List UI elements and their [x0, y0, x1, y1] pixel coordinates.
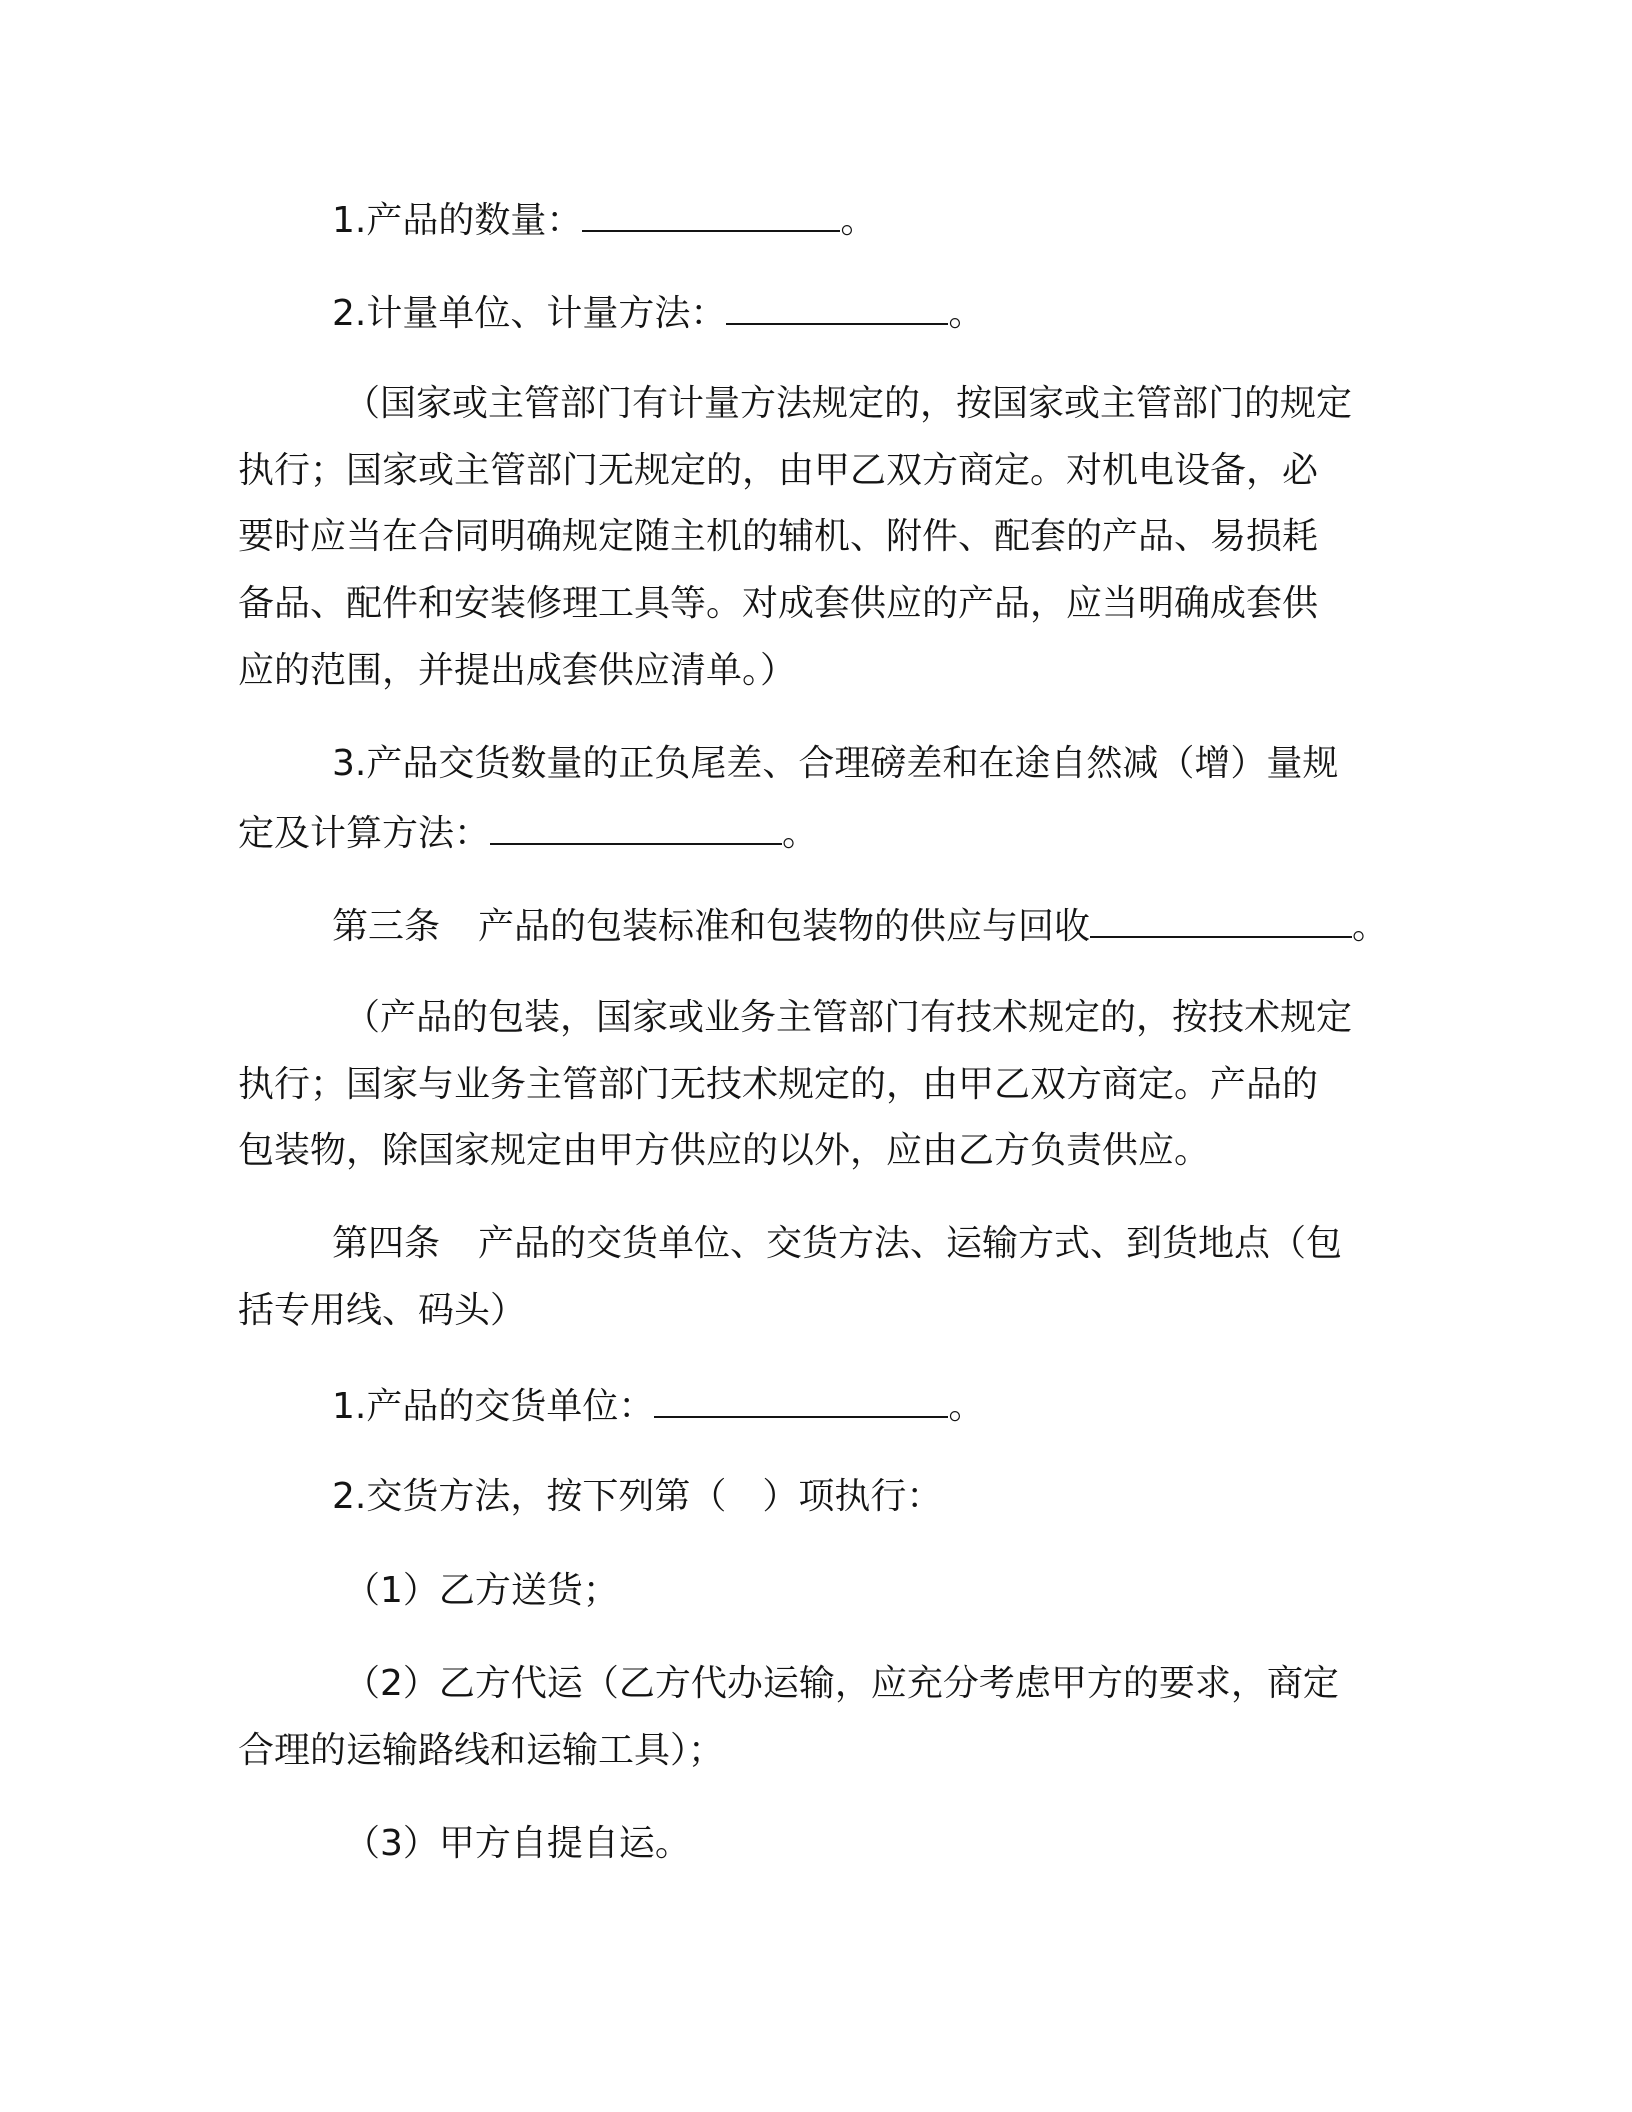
paragraph-line: 2.交货方法，按下列第（ ）项执行：: [332, 1476, 943, 1517]
paragraph-line: （国家或主管部门有计量方法规定的，按国家或主管部门的规定: [344, 383, 1353, 424]
paragraph-line: （产品的包装，国家或业务主管部门有技术规定的，按技术规定: [344, 997, 1353, 1038]
quantity-label: 1.产品的数量：: [332, 200, 583, 241]
measure-unit-label: 2.计量单位、计量方法：: [332, 293, 727, 334]
paragraph-line: 执行；国家或主管部门无规定的，由甲乙双方商定。对机电设备，必: [238, 450, 1319, 491]
paragraph-line: 括专用线、码头）: [238, 1290, 527, 1331]
list-item: （3）甲方自提自运。: [344, 1823, 691, 1864]
delivery-unit-line: [332, 1382, 984, 1429]
calculation-method-line: [238, 809, 818, 856]
article-title: 产品的包装标准和包装物的供应与回收: [478, 906, 1091, 947]
delivery-unit-label: 1.产品的交货单位：: [332, 1386, 655, 1427]
measure-unit-line: [332, 289, 984, 336]
calculation-method-blank[interactable]: [490, 809, 782, 845]
paragraph-line: 合理的运输路线和运输工具）；: [238, 1730, 725, 1771]
article-title: 产品的交货单位、交货方法、运输方式、到货地点（包: [478, 1223, 1343, 1264]
delivery-unit-suffix: 。: [948, 1386, 985, 1427]
measure-unit-suffix: 。: [948, 293, 985, 334]
quantity-blank[interactable]: [582, 196, 840, 232]
calculation-method-label: 定及计算方法：: [238, 813, 491, 854]
article-three-line: [332, 902, 1388, 949]
paragraph-line: 要时应当在合同明确规定随主机的辅机、附件、配套的产品、易损耗: [238, 516, 1319, 557]
calculation-method-suffix: 。: [782, 813, 819, 854]
paragraph-line: 备品、配件和安装修理工具等。对成套供应的产品，应当明确成套供: [238, 583, 1319, 624]
article-four-line: [332, 1222, 1342, 1266]
measure-unit-blank[interactable]: [726, 289, 948, 325]
paragraph-line: 3.产品交货数量的正负尾差、合理磅差和在途自然减（增）量规: [332, 743, 1339, 784]
delivery-unit-blank[interactable]: [654, 1382, 948, 1418]
paragraph-line: 包装物，除国家规定由甲方供应的以外，应由乙方负责供应。: [238, 1130, 1211, 1171]
list-item: （1）乙方送货；: [344, 1570, 619, 1611]
quantity-line: [332, 196, 876, 243]
list-item: （2）乙方代运（乙方代办运输，应充分考虑甲方的要求，商定: [344, 1663, 1339, 1704]
paragraph-line: 应的范围，并提出成套供应清单。）: [238, 650, 797, 691]
packaging-blank[interactable]: [1090, 902, 1352, 938]
article-label: 第四条: [332, 1223, 441, 1264]
article-label: 第三条: [332, 906, 441, 947]
quantity-suffix: 。: [840, 200, 877, 241]
paragraph-line: 执行；国家与业务主管部门无技术规定的，由甲乙双方商定。产品的: [238, 1064, 1319, 1105]
article-suffix: 。: [1352, 906, 1389, 947]
